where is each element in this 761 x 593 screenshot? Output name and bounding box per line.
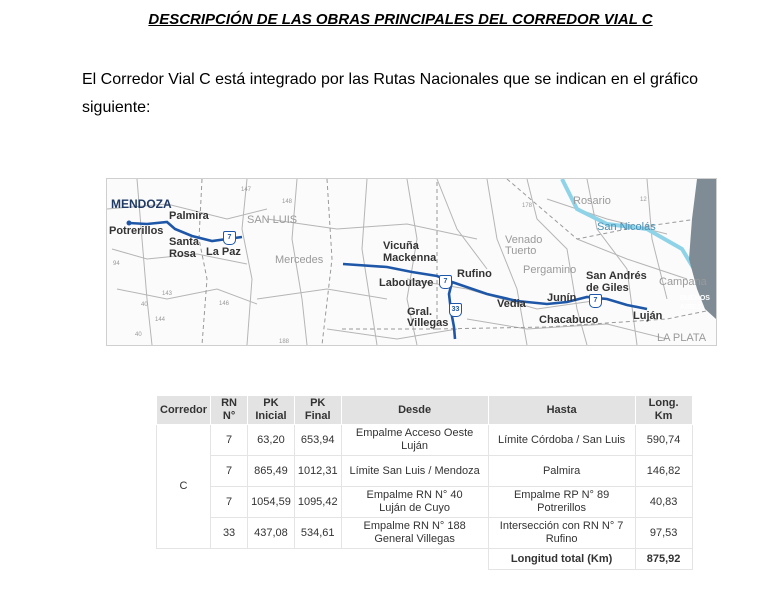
cell-pk-inicial: 437,08 (248, 518, 295, 549)
cell-desde-line2: General Villegas (374, 533, 455, 545)
label-la-plata: LA PLATA (657, 332, 707, 344)
label-pergamino: Pergamino (523, 264, 577, 276)
city-lujan: Luján (633, 310, 663, 322)
cell-hasta-line2: Rufino (545, 533, 578, 545)
table-total-row (157, 549, 693, 570)
total-label: Longitud total (Km) (488, 549, 635, 570)
city-villegas: Villegas (407, 317, 449, 329)
header-pk-inicial-line1: PK (263, 397, 279, 409)
road-12: 12 (640, 197, 647, 203)
cell-desde (341, 518, 488, 549)
cell-hasta-line1: Intersección con RN N° 7 (499, 520, 624, 532)
table-row (157, 487, 693, 518)
city-vedia: Vedia (497, 298, 526, 310)
obras-table (156, 395, 693, 570)
cell-hasta: Límite Córdoba / San Luis (488, 425, 635, 456)
road-147: 147 (241, 187, 252, 193)
cell-desde (341, 425, 488, 456)
road-178: 178 (522, 203, 533, 209)
cell-long: 97,53 (635, 518, 692, 549)
city-mackenna: Mackenna (383, 252, 437, 264)
table-row (157, 518, 693, 549)
city-chacabuco: Chacabuco (539, 314, 599, 326)
cell-long: 590,74 (635, 425, 692, 456)
intro-paragraph (82, 66, 722, 122)
label-mercedes: Mercedes (275, 254, 324, 266)
label-san-luis: SAN LUIS (247, 214, 298, 226)
road-148: 148 (282, 199, 293, 205)
road-188: 188 (279, 339, 290, 345)
road-94: 94 (113, 261, 120, 267)
label-campana: Campana (659, 276, 707, 288)
label-san-nicolas: San Nicolás (597, 221, 656, 233)
cell-desde-line2: Luján (401, 440, 429, 452)
header-corredor: Corredor (157, 396, 211, 425)
page-title: DESCRIPCIÓN DE LAS OBRAS PRINCIPALES DEL CORREDOR VIAL C (148, 11, 653, 28)
header-long: Long. Km (635, 396, 692, 425)
header-pk-final-line2: Final (304, 410, 331, 422)
city-gral: Gral. (407, 306, 433, 318)
cell-desde-line1: Empalme RN N° 188 (363, 520, 466, 532)
cell-long: 146,82 (635, 456, 692, 487)
table-row (157, 456, 693, 487)
city-santa: Santa (169, 236, 199, 248)
cell-desde: Límite San Luis / Mendoza (341, 456, 488, 487)
city-de-giles: de Giles (586, 282, 629, 294)
city-junin: Junín (547, 292, 577, 304)
road-40-b: 40 (135, 332, 142, 338)
city-rufino: Rufino (457, 268, 492, 280)
city-potrerillos: Potrerillos (109, 225, 164, 237)
header-pk-final-line1: PK (310, 397, 326, 409)
header-pk-inicial-line2: Inicial (255, 410, 287, 422)
cell-hasta (488, 518, 635, 549)
cell-pk-final: 1095,42 (294, 487, 341, 518)
label-rosario: Rosario (573, 195, 611, 207)
cell-long: 40,83 (635, 487, 692, 518)
city-palmira: Palmira (169, 210, 209, 222)
cell-desde-line2: Luján de Cuyo (379, 502, 451, 514)
route-7-shield-east: 7 (589, 294, 602, 308)
total-value: 875,92 (635, 549, 692, 570)
city-vicuna: Vicuña (383, 240, 419, 252)
intro-line-1: El Corredor Vial C está integrado por las Rutas Nacionales que se indican en el gráfico (82, 71, 699, 88)
route-7-shield-west: 7 (223, 231, 236, 245)
city-laboulaye: Laboulaye (379, 277, 434, 289)
cell-hasta-line2: Potrerillos (537, 502, 587, 514)
route-33-shield: 33 (449, 303, 462, 317)
intro-line-2: siguiente: (82, 99, 151, 116)
cell-desde-line1: Empalme RN N° 40 (366, 489, 463, 501)
road-146: 146 (219, 301, 230, 307)
cell-pk-inicial: 865,49 (248, 456, 295, 487)
label-tuerto: Tuerto (505, 245, 537, 257)
route-7-shield-center: 7 (439, 275, 452, 289)
city-mendoza: MENDOZA (111, 197, 172, 211)
city-san-andres: San Andrés (586, 270, 647, 282)
cell-rn: 7 (211, 425, 248, 456)
header-rn: RN N° (211, 396, 248, 425)
cell-hasta-line1: Empalme RP N° 89 (513, 489, 610, 501)
cell-pk-inicial: 1054,59 (248, 487, 295, 518)
cell-pk-inicial: 63,20 (248, 425, 295, 456)
cell-desde (341, 487, 488, 518)
corridor-map (106, 178, 717, 346)
cell-pk-final: 1012,31 (294, 456, 341, 487)
cell-pk-final: 653,94 (294, 425, 341, 456)
cell-rn: 33 (211, 518, 248, 549)
header-hasta: Hasta (488, 396, 635, 425)
header-desde: Desde (341, 396, 488, 425)
table-header-row (157, 396, 693, 425)
cell-pk-final: 534,61 (294, 518, 341, 549)
cell-hasta: Palmira (488, 456, 635, 487)
total-spacer (157, 549, 489, 570)
city-buenos: BUENOS (680, 295, 710, 302)
cell-rn: 7 (211, 456, 248, 487)
header-pk-final (294, 396, 341, 425)
cell-corredor: C (157, 425, 211, 549)
cell-rn: 7 (211, 487, 248, 518)
city-aires: AIRES (680, 304, 702, 311)
header-pk-inicial (248, 396, 295, 425)
road-143: 143 (162, 291, 173, 297)
road-144: 144 (155, 317, 166, 323)
city-la-paz: La Paz (206, 246, 241, 258)
city-rosa: Rosa (169, 248, 196, 260)
table-row (157, 425, 693, 456)
cell-hasta (488, 487, 635, 518)
label-venado: Venado (505, 234, 543, 246)
cell-desde-line1: Empalme Acceso Oeste (355, 427, 474, 439)
road-40-a: 40 (141, 302, 148, 308)
